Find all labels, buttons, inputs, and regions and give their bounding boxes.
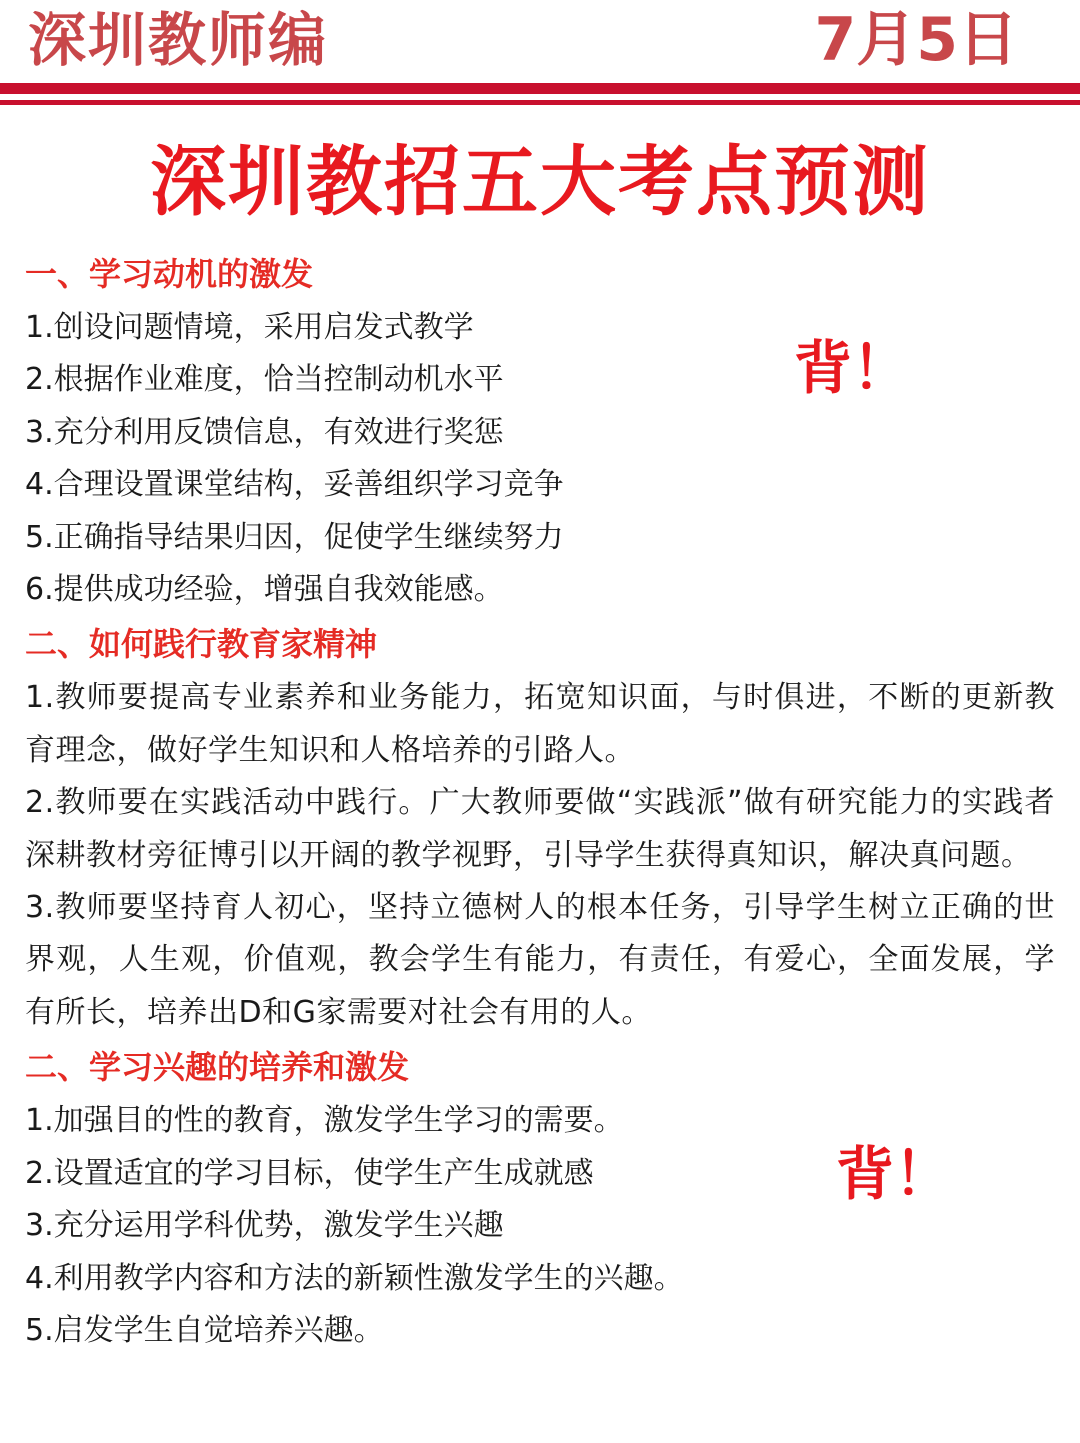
list-item: 2.设置适宜的学习目标，使学生产生成就感 <box>25 1155 594 1191</box>
list-item: 5.启发学生自觉培养兴趣。 <box>25 1312 384 1348</box>
header-divider-thin <box>0 100 1080 105</box>
list-item: 1.创设问题情境，采用启发式教学 <box>25 310 474 345</box>
page-title: 深圳教招五大考点预测 <box>150 137 930 226</box>
header-divider-thick <box>0 83 1080 94</box>
brand-title: 深圳教师编 <box>28 6 329 74</box>
memorize-stamp: 背！ <box>794 334 911 402</box>
date-label: 7月5日 <box>814 5 1018 75</box>
section-heading: 二、学习兴趣的培养和激发 <box>25 1048 410 1087</box>
paragraph-item: 1.教师要提高专业素养和业务能力，拓宽知识面，与时俱进，不断的更新教育理念，做好学生知识和人格培养的引路人。 <box>25 680 1055 768</box>
memorize-stamp: 背！ <box>836 1140 953 1208</box>
section-heading: 一、学习动机的激发 <box>25 255 314 293</box>
paragraph-item: 3.教师要坚持育人初心，坚持立德树人的根本任务，引导学生树立正确的世界观，人生观，价值观，教会学生有能力，有责任，有爱心，全面发展，学有所长，培养出D和G家需要对社会有用的人。 <box>25 890 1055 1030</box>
section-heading: 二、如何践行教育家精神 <box>25 625 378 664</box>
section-educator-spirit <box>25 616 1055 1039</box>
list-item: 2.根据作业难度，恰当控制动机水平 <box>25 362 504 398</box>
paragraph-item: 2.教师要在实践活动中践行。广大教师要做“实践派”做有研究能力的实践者深耕教材旁征博引以开阔的教学视野，引导学生获得真知识，解决真问题。 <box>25 785 1055 873</box>
list-item: 3.充分运用学科优势，激发学生兴趣 <box>25 1208 504 1244</box>
list-item: 4.利用教学内容和方法的新颖性激发学生的兴趣。 <box>25 1260 684 1296</box>
list-item: 5.正确指导结果归因，促使学生继续努力 <box>25 519 564 555</box>
section-motivation <box>25 246 1055 616</box>
list-item: 1.加强目的性的教育，激发学生学习的需要。 <box>25 1103 624 1139</box>
list-item: 4.合理设置课堂结构，妥善组织学习竞争 <box>25 467 564 503</box>
list-item: 6.提供成功经验，增强自我效能感。 <box>25 572 504 608</box>
list-item: 3.充分利用反馈信息，有效进行奖惩 <box>25 414 504 450</box>
page-header <box>0 0 1080 80</box>
